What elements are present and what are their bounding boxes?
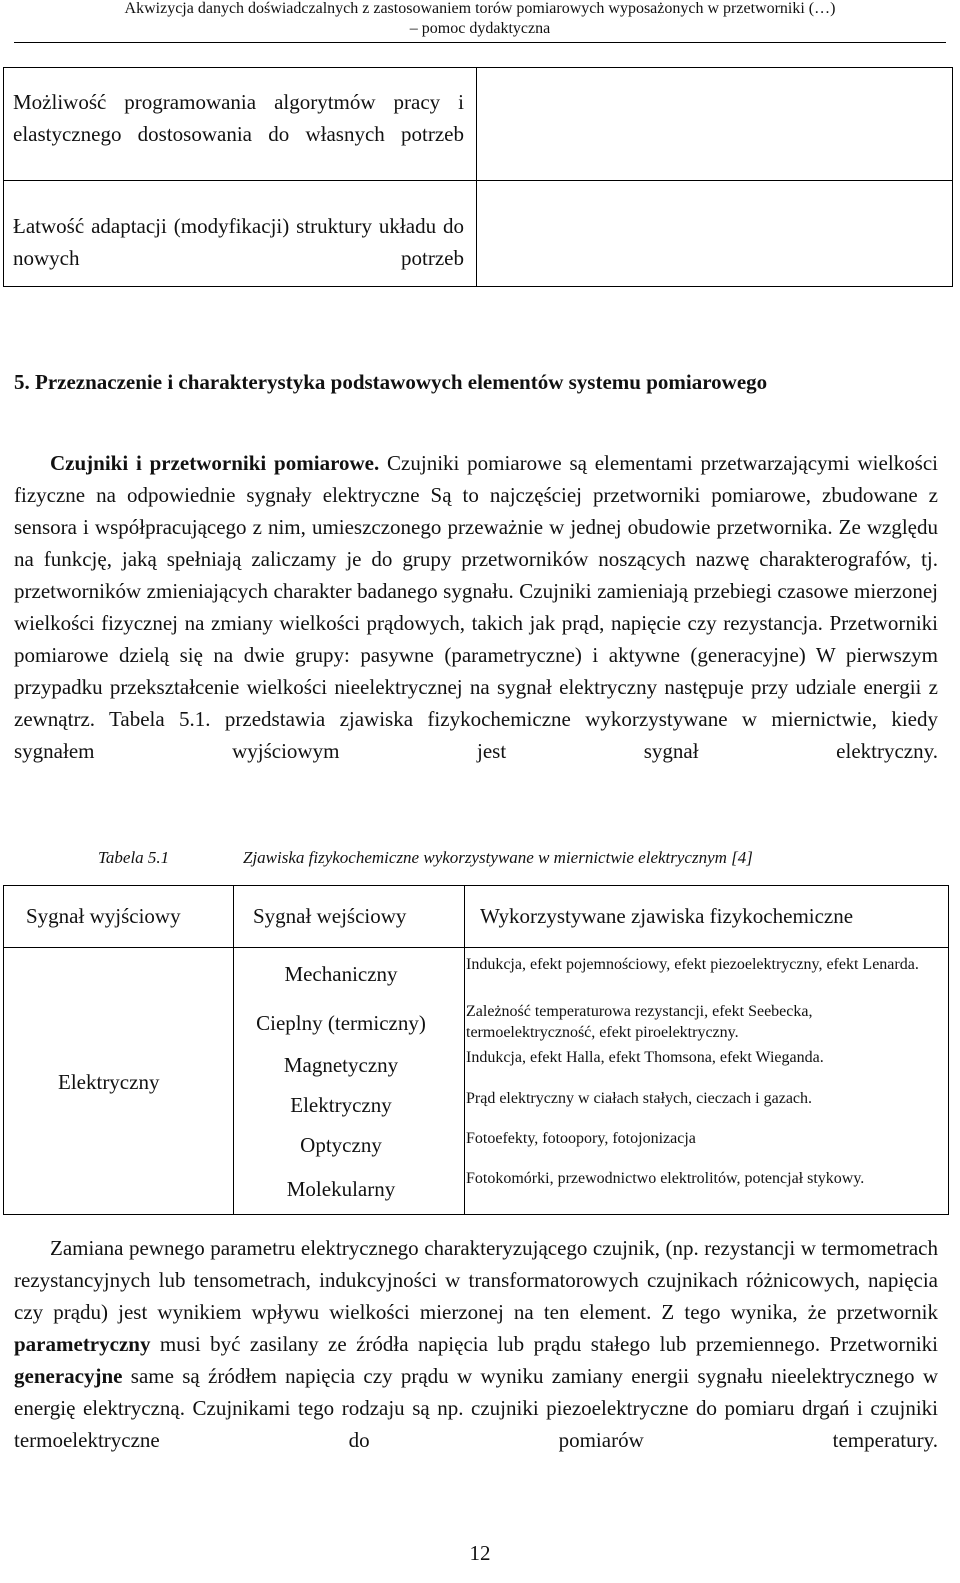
page-number: 12 <box>469 1541 491 1565</box>
comparison-cell <box>477 181 953 287</box>
table-header-output: Sygnał wyjściowy <box>26 904 181 928</box>
table-caption-label: Tabela 5.1 <box>98 848 170 867</box>
table-phenomena-cell: Indukcja, efekt pojemnościowy, efekt piezoelektryczny, efekt Lenarda. <box>466 956 919 973</box>
paragraph-lead: Czujniki i przetworniki pomiarowe. <box>50 451 380 475</box>
running-header-title: Akwizycja danych doświadczalnych z zastosowaniem torów pomiarowych wyposażonych w przetworniki (…) <box>124 0 836 17</box>
paragraph-text: same są źródłem napięcia czy prądu w wyniku zamiany energii sygnału nieelektrycznego w energię elektryczną. Czujnikami tego rodzaju są np. czujniki piezoelektryczne do pomiaru drgań i czujniki termoelektryczne do pomiarów temperatury. <box>14 1364 938 1452</box>
paragraph-text: musi być zasilany ze źródła napięcia lub prądu stałego lub przemiennego. Przetworniki <box>159 1332 938 1356</box>
table-header-input: Sygnał wejściowy <box>253 904 407 928</box>
section-heading: 5. Przeznaczenie i charakterystyka podstawowych elementów systemu pomiarowego <box>14 370 768 394</box>
table-input-cell: Optyczny <box>300 1133 382 1157</box>
table-phenomena-cell: Prąd elektryczny w ciałach stałych, cieczach i gazach. <box>466 1090 813 1107</box>
table-output-value: Elektryczny <box>58 1070 160 1094</box>
table-phenomena-cell: Zależność temperaturowa rezystancji, efekt Seebecka, termoelektryczność, efekt piroelektryczny. <box>466 1003 813 1041</box>
paragraph-transducers <box>14 1232 938 1456</box>
table-header-phenomena: Wykorzystywane zjawiska fizykochemiczne <box>480 904 854 928</box>
table-phenomena-cell: Fotokomórki, przewodnictwo elektrolitów, potencjał stykowy. <box>466 1170 865 1187</box>
term-generative: generacyjne <box>14 1364 123 1388</box>
table-input-cell: Cieplny (termiczny) <box>256 1011 426 1035</box>
table-phenomena-cell: Indukcja, efekt Halla, efekt Thomsona, efekt Wieganda. <box>466 1049 824 1066</box>
table-caption-text: Zjawiska fizykochemiczne wykorzystywane w miernictwie elektrycznym [4] <box>243 848 753 867</box>
comparison-row-1-text: Możliwość programowania algorytmów pracy i elastycznego dostosowania do własnych potrzeb <box>13 90 464 146</box>
paragraph-text: Zamiana pewnego parametru elektrycznego charakteryzującego czujnik, (np. rezystancji w termometrach rezystancyjnych lub tensometrach, indukcyjności w transformatorowych czujnikach różnicowych, napięcia czy prądu) jest wynikiem wpływu wielkości mierzonej na ten element. Z tego wynika, że przetwornik <box>14 1236 938 1324</box>
table-phenomena-cell: Fotoefekty, fotoopory, fotojonizacja <box>466 1130 696 1147</box>
paragraph-body: Czujniki pomiarowe są elementami przetwarzającymi wielkości fizyczne na odpowiednie sygnały elektryczne Są to najczęściej przetworniki pomiarowe, zbudowane z sensora i współpracującego z nim, umieszczonego przeważnie w jednej obudowie przetwornika. Ze względu na funkcję, jaką spełniają zaliczamy je do grupy przetworników noszących nazwę charakterografów, tj. przetworników zmieniających charakter badanego sygnału. Czujniki zamieniają przebiegi czasowe mierzonej wielkości fizycznej na zmiany wielkości prądowych, takich jak prąd, napięcie czy rezystancja. Przetworniki pomiarowe dzielą się na dwie grupy: pasywne (parametryczne) i aktywne (generacyjne) W pierwszym przypadku przekształcenie wielkości nieelektrycznej na sygnał elektryczny następuje przy udziale energii z zewnątrz. Tabela 5.1. przedstawia zjawiska fizykochemiczne wykorzystywane w miernictwie, kiedy sygnałem wyjściowym jest sygnał elektryczny. <box>14 451 938 763</box>
running-header-subtitle: – pomoc dydaktyczna <box>409 20 551 37</box>
table-input-cell: Molekularny <box>286 1177 396 1201</box>
table-input-cell: Mechaniczny <box>284 962 398 986</box>
comparison-row-2-text: Łatwość adaptacji (modyfikacji) struktury układu do nowych potrzeb <box>13 214 464 270</box>
paragraph-sensors <box>14 447 938 767</box>
header-divider <box>14 42 946 43</box>
term-parametric: parametryczny <box>14 1332 151 1356</box>
table-input-cell: Magnetyczny <box>283 1053 399 1077</box>
table-input-cell: Elektryczny <box>290 1093 392 1117</box>
comparison-cell <box>477 68 953 181</box>
